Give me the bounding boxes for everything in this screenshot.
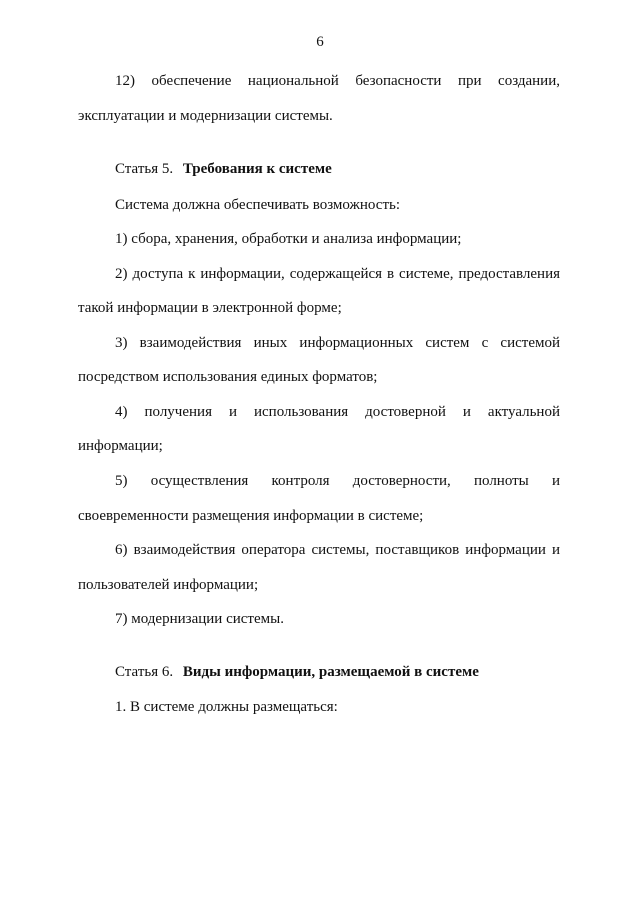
article-6-label: Статья 6. — [115, 664, 174, 680]
article-5-intro: Система должна обеспечивать возможность: — [115, 197, 401, 213]
list-item-6-line-2: пользователей информации; — [78, 577, 259, 593]
article-5-label: Статья 5. — [115, 161, 174, 177]
article-5-title: Требования к системе — [182, 161, 332, 177]
list-item-5-line-1: 5) осуществления контроля достоверности, полноты и — [115, 473, 560, 489]
list-item-4-line-2: информации; — [78, 438, 163, 454]
list-item-3-line-1: 3) взаимодействия иных информационных систем с системой — [115, 335, 560, 351]
article-6-heading — [115, 663, 560, 681]
article-6-title: Виды информации, размещаемой в системе — [182, 664, 479, 680]
list-item-2-line-1: 2) доступа к информации, содержащейся в системе, предоставления — [115, 266, 560, 282]
list-item-4-line-1: 4) получения и использования достоверной и актуальной — [115, 404, 560, 420]
article-5-heading — [115, 160, 560, 178]
page-number: 6 — [316, 34, 324, 50]
list-item-6-line-1: 6) взаимодействия оператора системы, поставщиков информации и — [115, 542, 560, 558]
list-item-1: 1) сбора, хранения, обработки и анализа информации; — [115, 231, 462, 247]
list-item-7: 7) модернизации системы. — [115, 611, 284, 627]
list-item-5-line-2: своевременности размещения информации в системе; — [78, 508, 424, 524]
list-item-3-line-2: посредством использования единых форматов; — [78, 369, 378, 385]
article-6-item-1: 1. В системе должны размещаться: — [115, 699, 338, 715]
paragraph-12-line-1: 12) обеспечение национальной безопасности при создании, — [115, 73, 560, 89]
list-item-2-line-2: такой информации в электронной форме; — [78, 300, 342, 316]
paragraph-12-line-2: эксплуатации и модернизации системы. — [78, 108, 333, 124]
